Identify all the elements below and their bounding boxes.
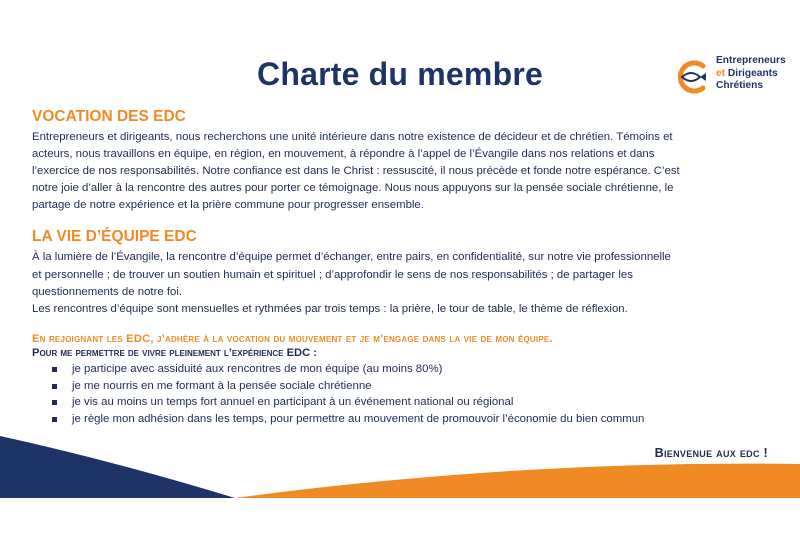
list-item: je vis au moins un temps fort annuel en participant à un événement national ou régional	[32, 394, 772, 411]
section-heading-team-life: LA VIE D’ÉQUIPE EDC	[32, 228, 197, 246]
navy-wave	[0, 436, 235, 498]
team-life-line: Les rencontres d’équipe sont mensuelles et rythmées par trois temps : la prière, le tour de table, le thème de réflexion.	[32, 302, 628, 315]
vocation-line: l’exercice de nos responsabilités. Notre confiance est dans le Christ : ressuscité, il nous précède et fonde notre espérance. C’est	[32, 165, 680, 178]
team-life-paragraph	[32, 249, 772, 317]
team-life-line: questionnements de notre foi.	[32, 285, 183, 298]
vocation-line: acteurs, nous travaillons en équipe, en région, en mouvement, à répondre à l’appel de l’Évangile dans nos relations et dans	[32, 148, 655, 161]
logo-line-1: Entrepreneurs	[716, 55, 786, 66]
list-item: je participe avec assiduité aux rencontres de mon équipe (au moins 80%)	[32, 361, 772, 378]
vocation-line: notre joie d’aller à la rencontre des autres pour porter ce témoignage. Nous nous appuyons sur la pensée sociale chrétienne, le	[32, 182, 674, 195]
logo-line-2-prefix: et	[716, 67, 726, 79]
page-title: Charte du membre	[257, 56, 543, 92]
vocation-paragraph	[32, 129, 772, 214]
team-life-line: et personnelle ; de trouver un soutien humain et spirituel ; d’approfondir le sens de nos responsabilités ; de partager les	[32, 268, 633, 281]
edc-logo	[672, 55, 798, 97]
logo-text	[716, 55, 786, 93]
vocation-line: Entrepreneurs et dirigeants, nous recherchons une unité intérieure dans notre existence de décideur et de chrétien. Témoins et	[32, 131, 673, 143]
decorative-waves	[0, 420, 800, 500]
welcome-message: Bienvenue aux edc !	[654, 446, 768, 460]
bullet-square-icon	[52, 367, 57, 372]
section-heading-vocation: VOCATION DES EDC	[32, 108, 186, 125]
charter-content	[32, 108, 772, 428]
fish-c-logo-icon	[672, 57, 712, 97]
commitment-subheading: Pour me permettre de vivre pleinement l’expérience EDC :	[32, 346, 318, 359]
logo-line-2-rest: Dirigeants	[727, 67, 778, 79]
commitment-statement: En rejoignant les EDC, j’adhère à la vocation du mouvement et je m’engage dans la vie de mon équipe.	[32, 332, 553, 345]
list-item: je me nourris en me formant à la pensée sociale chrétienne	[32, 378, 772, 395]
commitment-list	[32, 361, 772, 428]
bullet-square-icon	[52, 400, 57, 405]
vocation-line: partage de notre expérience et la prière commune pour progresser ensemble.	[32, 199, 424, 212]
orange-wave	[235, 464, 800, 498]
team-life-line: À la lumière de l’Évangile, la rencontre d’équipe permet d’échanger, entre pairs, en confidentialité, sur notre vie professionnelle	[32, 251, 671, 264]
list-item: je règle mon adhésion dans les temps, pour permettre au mouvement de promouvoir l’économie du bien commun	[32, 411, 772, 428]
logo-line-2	[716, 68, 786, 81]
logo-line-3: Chrétiens	[716, 80, 763, 91]
bullet-square-icon	[52, 384, 57, 389]
